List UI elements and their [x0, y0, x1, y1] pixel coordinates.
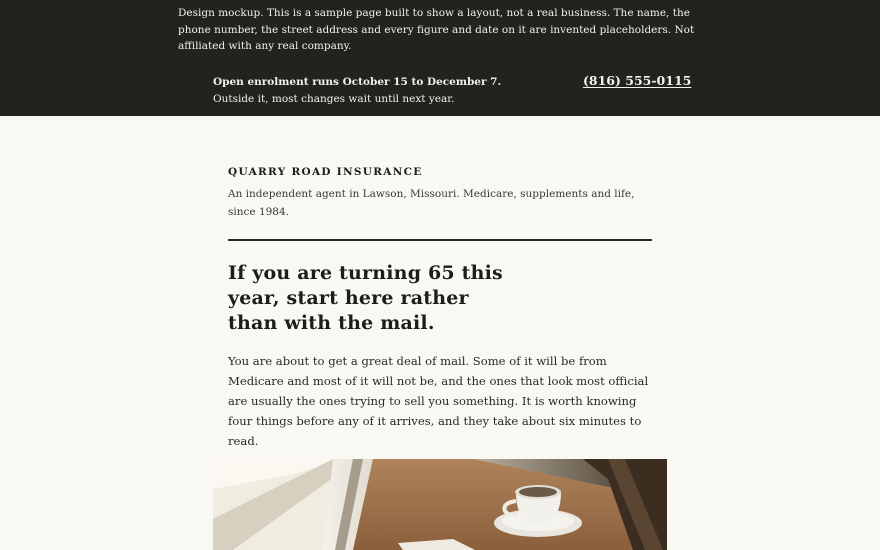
intro-paragraph: You are about to get a great deal of mail. Some of it will be from Medicare and most of it will not be, and the ones that look most official are usually the ones trying to sell you something. It is worth knowing four things before any of it arrives, and they take about six minutes to read.	[228, 354, 649, 448]
phone-link[interactable]: (816) 555-0115	[583, 73, 692, 88]
enrolment-note: Outside it, most changes wait until next year.	[213, 92, 455, 105]
coffee-by-window-image	[213, 459, 667, 550]
enrolment-dates: Open enrolment runs October 15 to December 7.	[213, 76, 502, 88]
top-banner	[0, 0, 880, 116]
hero-photo	[213, 459, 667, 550]
enrolment-notice	[213, 74, 533, 107]
brand-name: QUARRY ROAD INSURANCE	[228, 166, 423, 178]
brand-tagline: An independent agent in Lawson, Missouri. Medicare, supplements and life, since 1984.	[228, 188, 635, 218]
page-headline: If you are turning 65 this year, start here rather than with the mail.	[228, 262, 503, 334]
mockup-disclaimer: Design mockup. This is a sample page built to show a layout, not a real business. The name, the phone number, the street address and every figure and date on it are invented placeholders. Not affiliated with any real company.	[178, 7, 695, 52]
header-divider	[228, 239, 652, 241]
